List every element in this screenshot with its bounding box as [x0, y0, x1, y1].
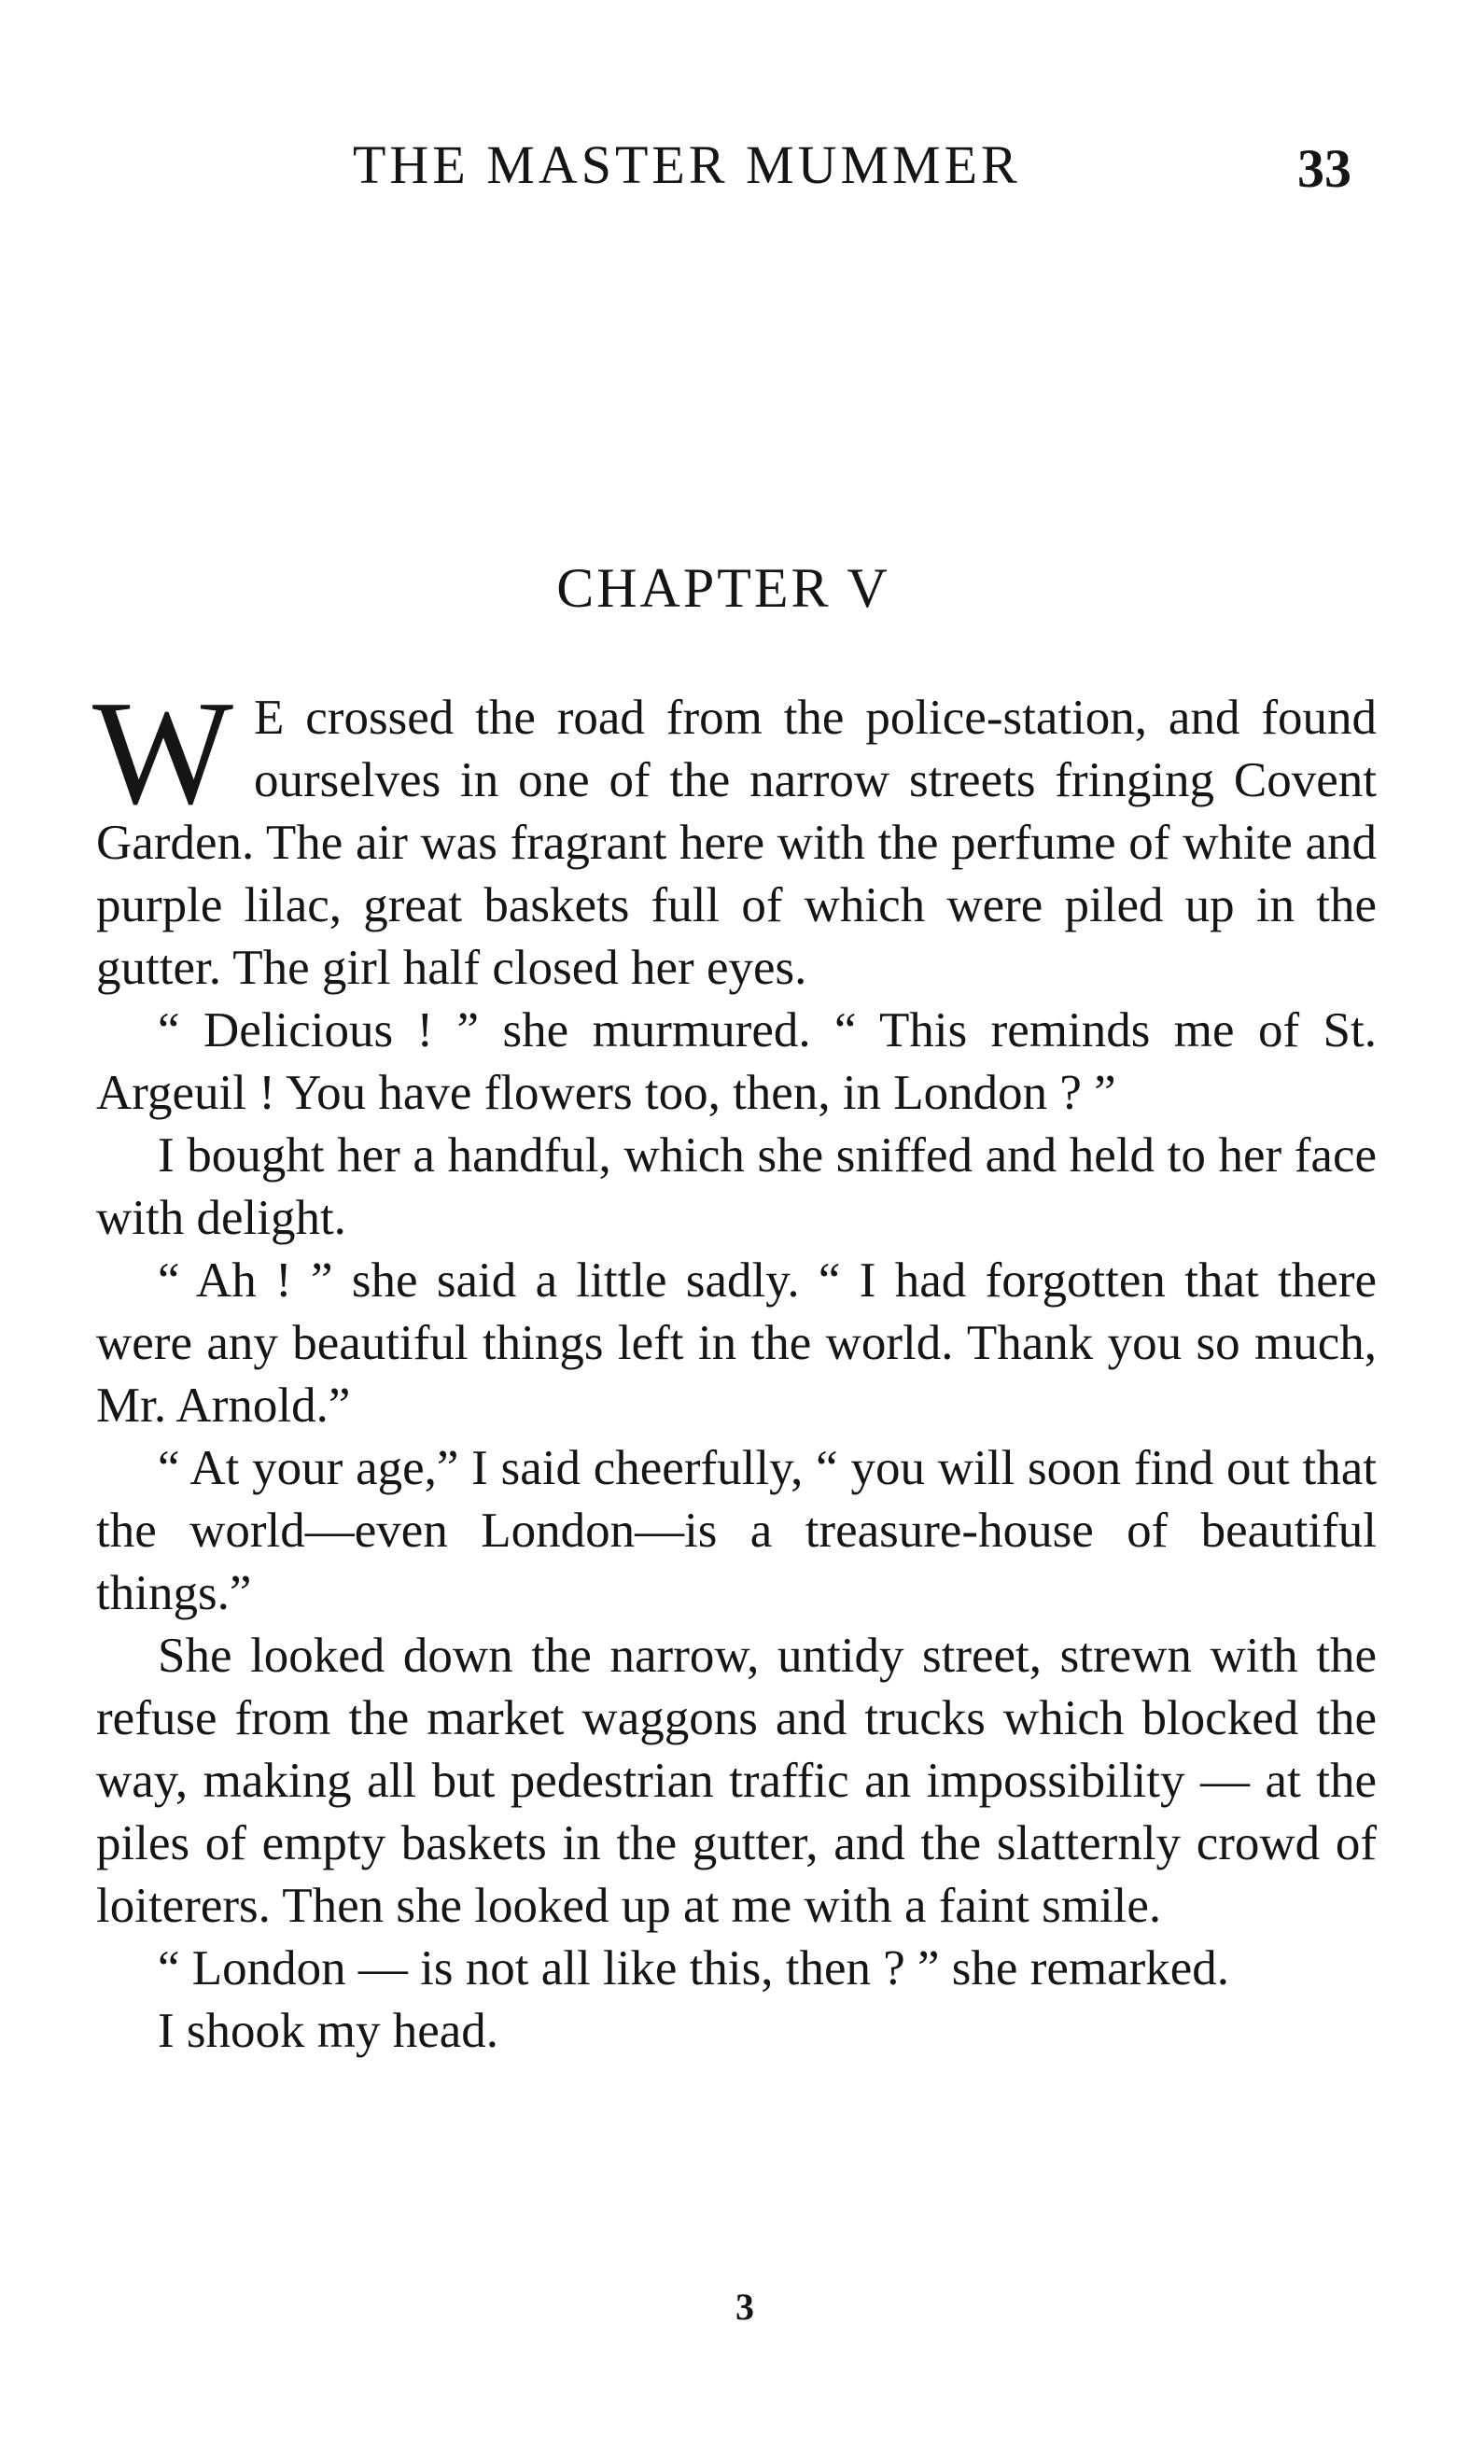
paragraph-4: “ Ah ! ” she said a little sadly. “ I had forgotten that there were any beautiful things left in the world. Thank you so much, Mr. Arnold.”	[96, 1253, 1377, 1433]
paragraph-1	[92, 669, 1377, 1000]
chapter-title: CHAPTER V	[556, 557, 890, 619]
signature-mark	[0, 2286, 1484, 2328]
paragraph-5: “ At your age,” I said cheerfully, “ you will soon find out that the world—even London—is a treasure-house of beautiful things.”	[96, 1441, 1377, 1620]
paragraph-8: I shook my head.	[158, 2004, 499, 2058]
running-title: THE MASTER MUMMER	[353, 134, 1021, 195]
paragraph-1-text: E crossed the road from the police-station, and found ourselves in one of the narrow streets fringing Covent Garden. The air was fragrant here with the perfume of white and purple lilac, great baskets full of which were piled up in the gutter. The girl half closed her eyes.	[96, 691, 1377, 995]
page-number: 33	[1297, 138, 1351, 199]
chapter-heading	[0, 557, 1484, 619]
paragraph-2: “ Delicious ! ” she murmured. “ This reminds me of St. Argeuil ! You have flowers too, then, in London ? ”	[96, 1003, 1377, 1120]
paragraph-6: She looked down the narrow, untidy street, strewn with the refuse from the market waggons and trucks which blocked the way, making all but pedestrian traffic an impossibility — at the piles of empty baskets in the gutter, and the slatternly crowd of loiterers. Then she looked up at me with a faint smile.	[96, 1629, 1377, 1933]
paragraph-3: I bought her a handful, which she sniffed and held to her face with delight.	[96, 1128, 1377, 1245]
drop-cap: W	[92, 669, 234, 835]
paragraph-7: “ London — is not all like this, then ? ” she remarked.	[158, 1941, 1230, 1995]
signature-mark-text: 3	[735, 2286, 754, 2328]
chapter-body	[92, 669, 1377, 2063]
